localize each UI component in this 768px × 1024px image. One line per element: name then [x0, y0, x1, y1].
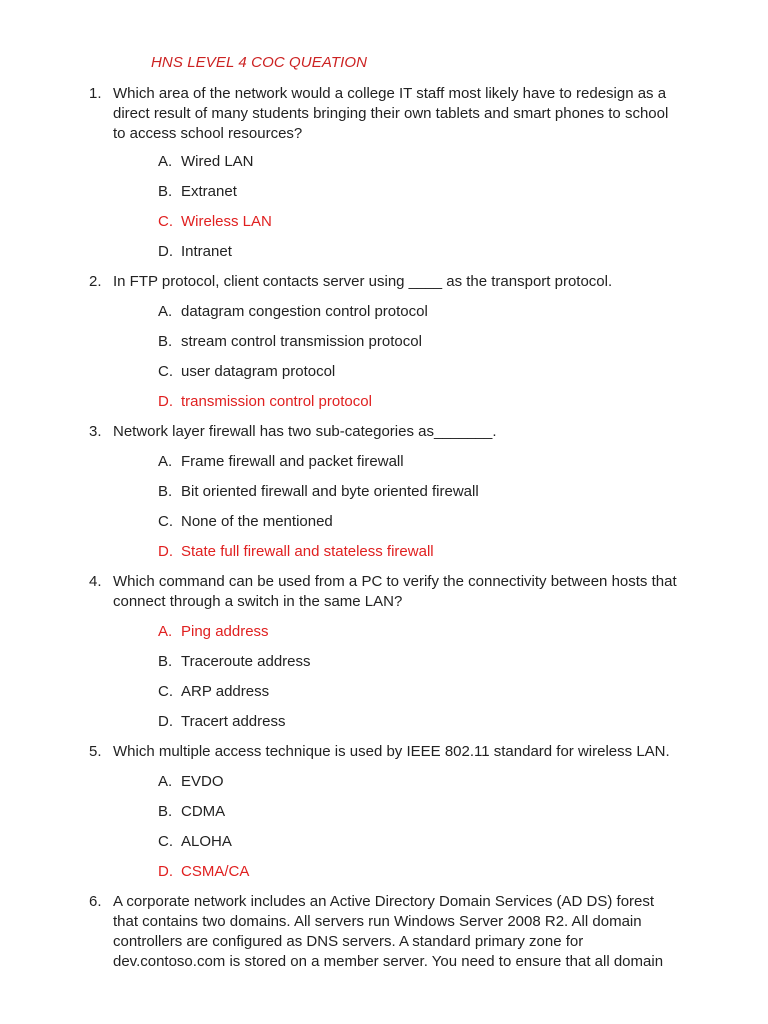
option-letter: A.: [158, 153, 173, 170]
question-number: 5.: [89, 743, 102, 760]
option-letter: C.: [158, 683, 173, 700]
correct-option-text: Wireless LAN: [181, 213, 272, 230]
question-number: 6.: [89, 893, 102, 910]
correct-option-text: CSMA/CA: [181, 863, 250, 880]
question-text: Which command can be used from a PC to verify the connectivity between hosts that connect through a switch in the same LAN?: [113, 573, 677, 610]
question-number: 3.: [89, 423, 102, 440]
option-letter: C.: [158, 513, 173, 530]
option-letter: B.: [158, 803, 173, 820]
option-text: stream control transmission protocol: [181, 333, 422, 350]
option-letter: C.: [158, 833, 173, 850]
option-text: ALOHA: [181, 833, 232, 850]
option-letter: B.: [158, 333, 173, 350]
correct-option-letter: D.: [158, 393, 173, 410]
option-text: Frame firewall and packet firewall: [181, 453, 404, 470]
document-title: HNS LEVEL 4 COC QUEATION: [151, 54, 368, 71]
option-letter: D.: [158, 713, 173, 730]
option-text: Traceroute address: [181, 653, 311, 670]
correct-option-letter: D.: [158, 543, 173, 560]
correct-option-letter: D.: [158, 863, 173, 880]
option-text: user datagram protocol: [181, 363, 336, 380]
option-letter: B.: [158, 653, 173, 670]
question-number: 4.: [89, 573, 102, 590]
option-letter: B.: [158, 183, 173, 200]
option-letter: A.: [158, 773, 173, 790]
correct-option-letter: C.: [158, 213, 173, 230]
option-letter: D.: [158, 243, 173, 260]
question-number: 2.: [89, 273, 102, 290]
option-text: Intranet: [181, 243, 232, 260]
option-letter: A.: [158, 303, 173, 320]
question-text: Network layer firewall has two sub-categories as_______.: [113, 423, 497, 440]
correct-option-text: Ping address: [181, 623, 269, 640]
question-text: Which multiple access technique is used by IEEE 802.11 standard for wireless LAN.: [113, 743, 670, 760]
question-text: Which area of the network would a college IT staff most likely have to redesign as a direct result of many students bringing their own tablets and smart phones to school to access school resources?: [113, 85, 669, 142]
option-letter: A.: [158, 453, 173, 470]
option-text: EVDO: [181, 773, 224, 790]
option-text: Extranet: [181, 183, 237, 200]
option-text: ARP address: [181, 683, 270, 700]
option-text: datagram congestion control protocol: [181, 303, 428, 320]
option-text: None of the mentioned: [181, 513, 333, 530]
question-text: A corporate network includes an Active Directory Domain Services (AD DS) forest that contains two domains. All servers run Windows Server 2008 R2. All domain controllers are configured as DNS servers. A standard primary zone for dev.contoso.com is stored on a member server. You need to ensure that all domain: [113, 893, 664, 970]
question-text: In FTP protocol, client contacts server using ____ as the transport protocol.: [113, 273, 613, 290]
option-text: Wired LAN: [181, 153, 254, 170]
correct-option-letter: A.: [158, 623, 173, 640]
option-text: Tracert address: [181, 713, 286, 730]
option-letter: C.: [158, 363, 173, 380]
correct-option-text: transmission control protocol: [181, 393, 372, 410]
question-number: 1.: [89, 85, 102, 102]
correct-option-text: State full firewall and stateless firewall: [181, 543, 434, 560]
option-text: Bit oriented firewall and byte oriented firewall: [181, 483, 479, 500]
option-text: CDMA: [181, 803, 226, 820]
option-letter: B.: [158, 483, 173, 500]
